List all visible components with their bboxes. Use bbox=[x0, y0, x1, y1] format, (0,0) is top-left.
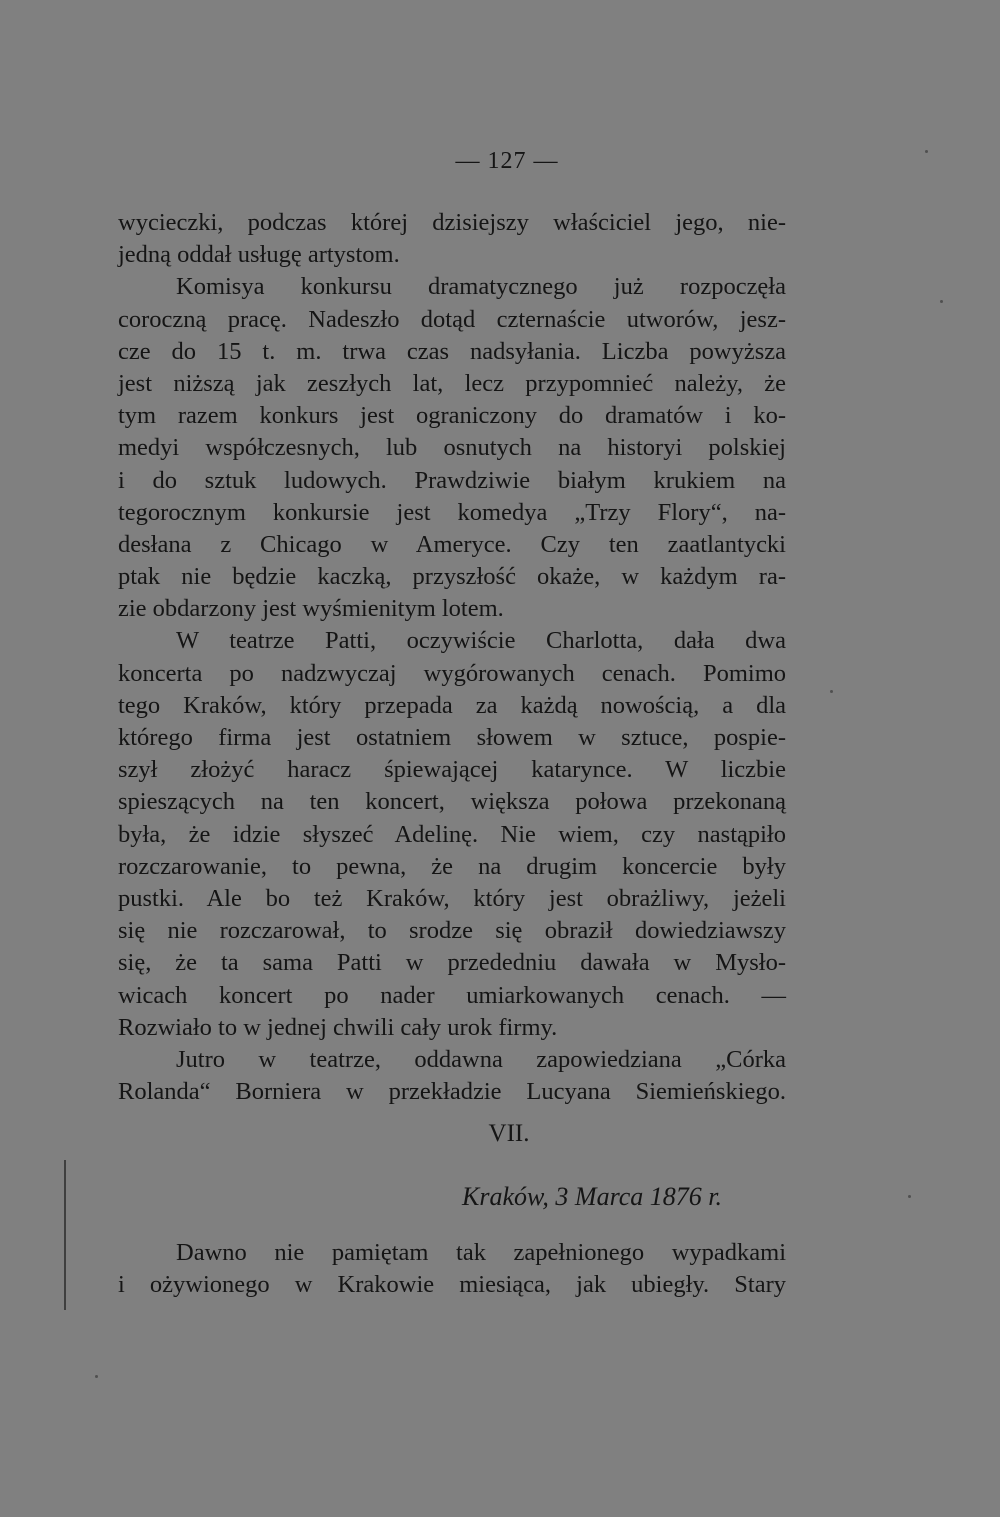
paper-speck bbox=[95, 1375, 98, 1378]
text-line: medyi współczesnych, lub osnutych na historyi polskiej bbox=[118, 434, 786, 462]
text-line: ptak nie będzie kaczką, przyszłość okaże, w każdym ra- bbox=[118, 563, 786, 591]
text-line: Rolanda“ Borniera w przekładzie Lucyana Siemieńskiego. bbox=[118, 1078, 786, 1106]
text-line: W teatrze Patti, oczywiście Charlotta, dała dwa bbox=[176, 627, 786, 655]
text-line: Komisya konkursu dramatycznego już rozpoczęła bbox=[176, 273, 786, 301]
text-line: Rozwiało to w jednej chwili cały urok firmy. bbox=[118, 1013, 558, 1041]
text-line: tegorocznym konkursie jest komedya „Trzy Flory“, na- bbox=[118, 498, 786, 526]
text-line: wicach koncert po nader umiarkowanych cenach. — bbox=[118, 981, 786, 1009]
text-line: Jutro w teatrze, oddawna zapowiedziana „Córka bbox=[176, 1045, 786, 1073]
text-line: zie obdarzony jest wyśmienitym lotem. bbox=[118, 595, 504, 623]
body-text-continued bbox=[118, 1237, 786, 1301]
text-line: się, że ta sama Patti w przededniu dawała w Mysło- bbox=[118, 949, 786, 977]
paper-speck bbox=[830, 690, 833, 693]
text-line: tym razem konkurs jest ograniczony do dramatów i ko- bbox=[118, 402, 786, 430]
text-line: była, że idzie słyszeć Adelinę. Nie wiem, czy nastąpiło bbox=[118, 820, 786, 848]
text-line: się nie rozczarował, to srodze się obraził dowiedziawszy bbox=[118, 917, 786, 945]
section-heading: VII. bbox=[488, 1120, 530, 1147]
text-line: i ożywionego w Krakowie miesiąca, jak ubiegły. Stary bbox=[118, 1271, 786, 1299]
text-line: i do sztuk ludowych. Prawdziwie białym krukiem na bbox=[118, 466, 786, 494]
text-line: koncerta po nadzwyczaj wygórowanych cenach. Pomimo bbox=[118, 659, 786, 687]
margin-binding-mark bbox=[64, 1160, 66, 1310]
paper-speck bbox=[925, 150, 928, 153]
text-line: cze do 15 t. m. trwa czas nadsyłania. Liczba powyższa bbox=[118, 337, 786, 365]
text-line: wycieczki, podczas której dzisiejszy właściciel jego, nie- bbox=[118, 209, 786, 236]
text-line: coroczną pracę. Nadeszło dotąd czternaście utworów, jesz- bbox=[118, 305, 786, 333]
text-line: jedną oddał usługę artystom. bbox=[118, 241, 400, 269]
dateline: Kraków, 3 Marca 1876 r. bbox=[462, 1182, 722, 1211]
page-number: — 127 — bbox=[455, 148, 559, 174]
body-text bbox=[118, 207, 786, 1108]
text-line: szył złożyć haracz śpiewającej katarynce. W liczbie bbox=[118, 756, 786, 784]
text-line: spieszących na ten koncert, większa połowa przekonaną bbox=[118, 788, 786, 816]
text-line: pustki. Ale bo też Kraków, który jest obrażliwy, jeżeli bbox=[118, 884, 786, 912]
text-line: desłana z Chicago w Ameryce. Czy ten zaatlantycki bbox=[118, 530, 786, 558]
text-line: tego Kraków, który przepada za każdą nowością, a dla bbox=[118, 691, 786, 719]
text-line: którego firma jest ostatniem słowem w sztuce, pospie- bbox=[118, 724, 786, 751]
text-line: rozczarowanie, to pewna, że na drugim koncercie były bbox=[118, 852, 786, 880]
paper-speck bbox=[908, 1195, 911, 1198]
text-line: Dawno nie pamiętam tak zapełnionego wypadkami bbox=[176, 1239, 786, 1266]
text-line: jest niższą jak zeszłych lat, lecz przypomnieć należy, że bbox=[118, 369, 786, 397]
paper-speck bbox=[940, 300, 943, 303]
